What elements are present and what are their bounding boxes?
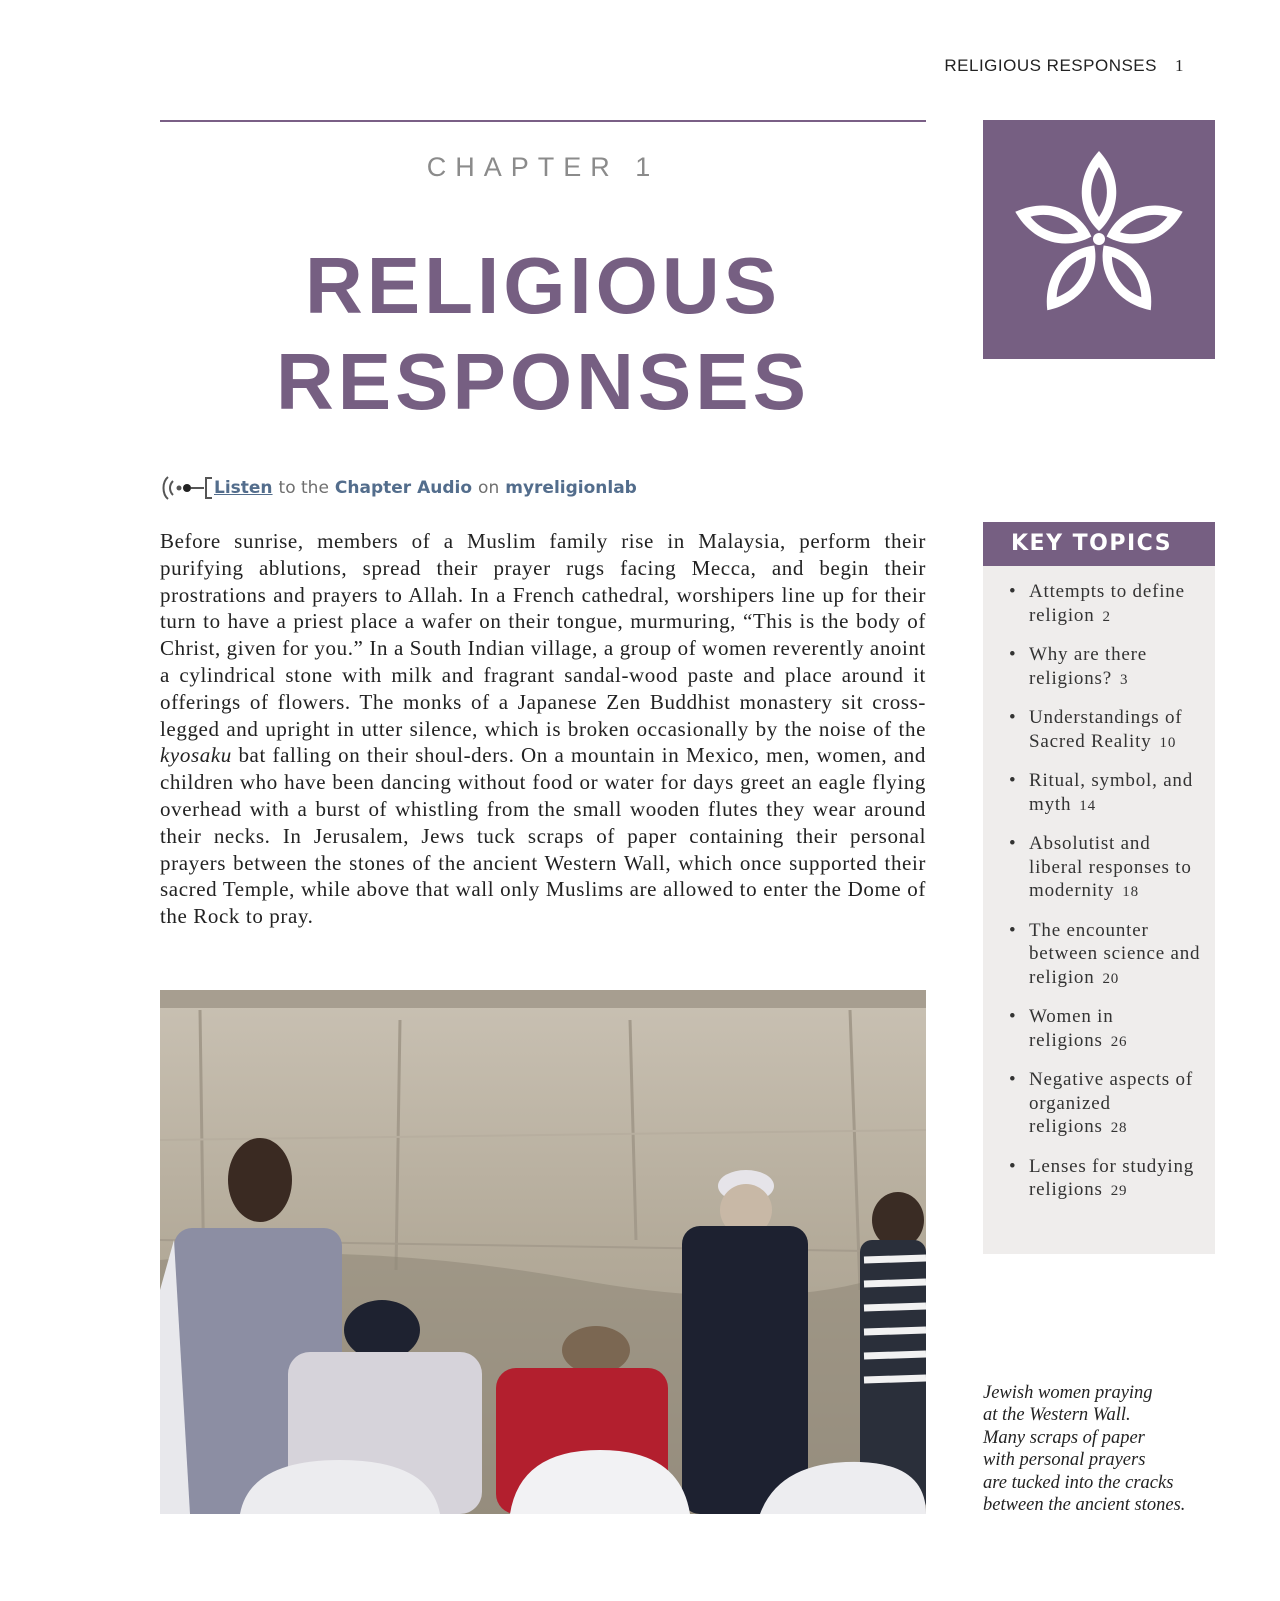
- caption-line: Many scraps of paper: [983, 1427, 1145, 1448]
- page-number: 1: [1175, 56, 1184, 75]
- myreligionlab-link[interactable]: myreligionlab: [505, 478, 637, 498]
- caption-line: with personal prayers: [983, 1450, 1146, 1471]
- key-topic-page: 10: [1159, 734, 1177, 751]
- audio-on-text: on: [478, 478, 500, 498]
- key-topic-page: 3: [1119, 671, 1129, 688]
- key-topic-page: 14: [1079, 797, 1096, 814]
- lotus-flower-icon: [983, 120, 1215, 359]
- key-topic-text: Negative aspects of organized religions: [1029, 1069, 1193, 1137]
- key-topic-item: • Understandings of Sacred Reality 10: [1009, 707, 1183, 752]
- key-topic-text: Women in religions: [1029, 1006, 1114, 1051]
- key-topic-text: Lenses for studying religions: [1029, 1155, 1195, 1200]
- caption-line: Jewish women praying: [983, 1383, 1153, 1403]
- western-wall-photo: [160, 990, 926, 1514]
- key-topic-item: • Attempts to define religion 2: [1009, 581, 1185, 626]
- key-topic-item: • Ritual, symbol, and myth 14: [1009, 770, 1194, 815]
- key-topics-panel: [983, 522, 1215, 1254]
- chapter-title: [160, 238, 926, 430]
- top-rule: [160, 120, 926, 122]
- key-topic-page: 26: [1110, 1033, 1128, 1050]
- running-head-title: RELIGIOUS RESPONSES: [944, 56, 1157, 75]
- key-topic-text: Why are there religions?: [1029, 644, 1147, 689]
- key-topic-text: Absolutist and liberal responses to modernity: [1029, 833, 1192, 901]
- key-topic-item: • Negative aspects of organized religions 28: [1009, 1069, 1193, 1137]
- key-topic-text: Understandings of Sacred Reality: [1029, 707, 1183, 752]
- running-head: [944, 56, 1184, 76]
- key-topic-page: 28: [1110, 1120, 1128, 1136]
- key-topic-page: 20: [1102, 970, 1120, 987]
- intro-text-part-2: bat falling on their shoul-ders. On a mountain in Mexico, men, women, and children who have been dancing without food or water for days greet an eagle flying overhead with a burst of whistling from the small wooden flutes they wear around their necks. In Jerusalem, Jews tuck scraps of paper containing their personal prayers between the stones of the ancient Western Wall, which once supported their sacred Temple, while above that wall only Muslims are allowed to enter the Dome of the Rock to pray.: [160, 743, 926, 929]
- chapter-title-line-1: RELIGIOUS: [304, 241, 782, 330]
- caption-line: are tucked into the cracks: [983, 1472, 1174, 1493]
- chapter-emblem: [983, 120, 1215, 359]
- intro-paragraph: [160, 528, 926, 930]
- key-topic-item: • Lenses for studying religions 29: [1009, 1155, 1195, 1200]
- key-topic-item: • Women in religions 26: [1009, 1006, 1128, 1051]
- intro-italic-term: kyosaku: [160, 743, 232, 768]
- key-topic-item: • The encounter between science and religion 20: [1009, 919, 1201, 988]
- photo-caption: [983, 1382, 1233, 1516]
- key-topic-text: Ritual, symbol, and myth: [1029, 770, 1194, 815]
- chapter-audio-link[interactable]: [160, 474, 637, 502]
- key-topic-page: 2: [1102, 608, 1111, 625]
- key-topic-text: Attempts to define religion: [1029, 581, 1185, 626]
- audio-connector-text: to the: [278, 478, 329, 498]
- photo-illustration: [160, 990, 926, 1514]
- chapter-label: CHAPTER 1: [426, 152, 660, 182]
- intro-text-part-1: Before sunrise, members of a Muslim family rise in Malaysia, perform their purifying ablutions, spread their prayer rugs facing Mecca, and begin their prostrations and prayers to Allah. In a French cathedral, worshipers line up for their turn to have a priest place a wafer on their tongue, murmuring, “This is the body of Christ, given for you.” In a South Indian village, a group of women reverently anoint a cylindrical stone with milk and fragrant sandal-wood paste and place around it offerings of flowers. The monks of a Japanese Zen Buddhist monastery sit cross-legged and upright in utter silence, which is broken occasionally by the noise of the: [160, 529, 926, 741]
- chapter-audio-link-text[interactable]: Chapter Audio: [334, 478, 473, 498]
- key-topic-item: • Why are there religions? 3: [1009, 644, 1147, 689]
- caption-line: between the ancient stones.: [983, 1495, 1186, 1516]
- chapter-title-line-2: RESPONSES: [276, 337, 810, 426]
- listen-link[interactable]: Listen: [214, 478, 273, 498]
- key-topics-heading: KEY TOPICS: [983, 522, 1215, 566]
- key-topic-page: 29: [1110, 1183, 1128, 1199]
- key-topic-item: • Absolutist and liberal responses to modernity 18: [1009, 833, 1192, 901]
- key-topic-page: 18: [1122, 884, 1139, 900]
- audio-speaker-icon: [160, 474, 214, 502]
- key-topic-text: The encounter between science and religion: [1029, 919, 1201, 988]
- caption-line: at the Western Wall.: [983, 1405, 1131, 1426]
- key-topics-list: [983, 566, 1215, 1204]
